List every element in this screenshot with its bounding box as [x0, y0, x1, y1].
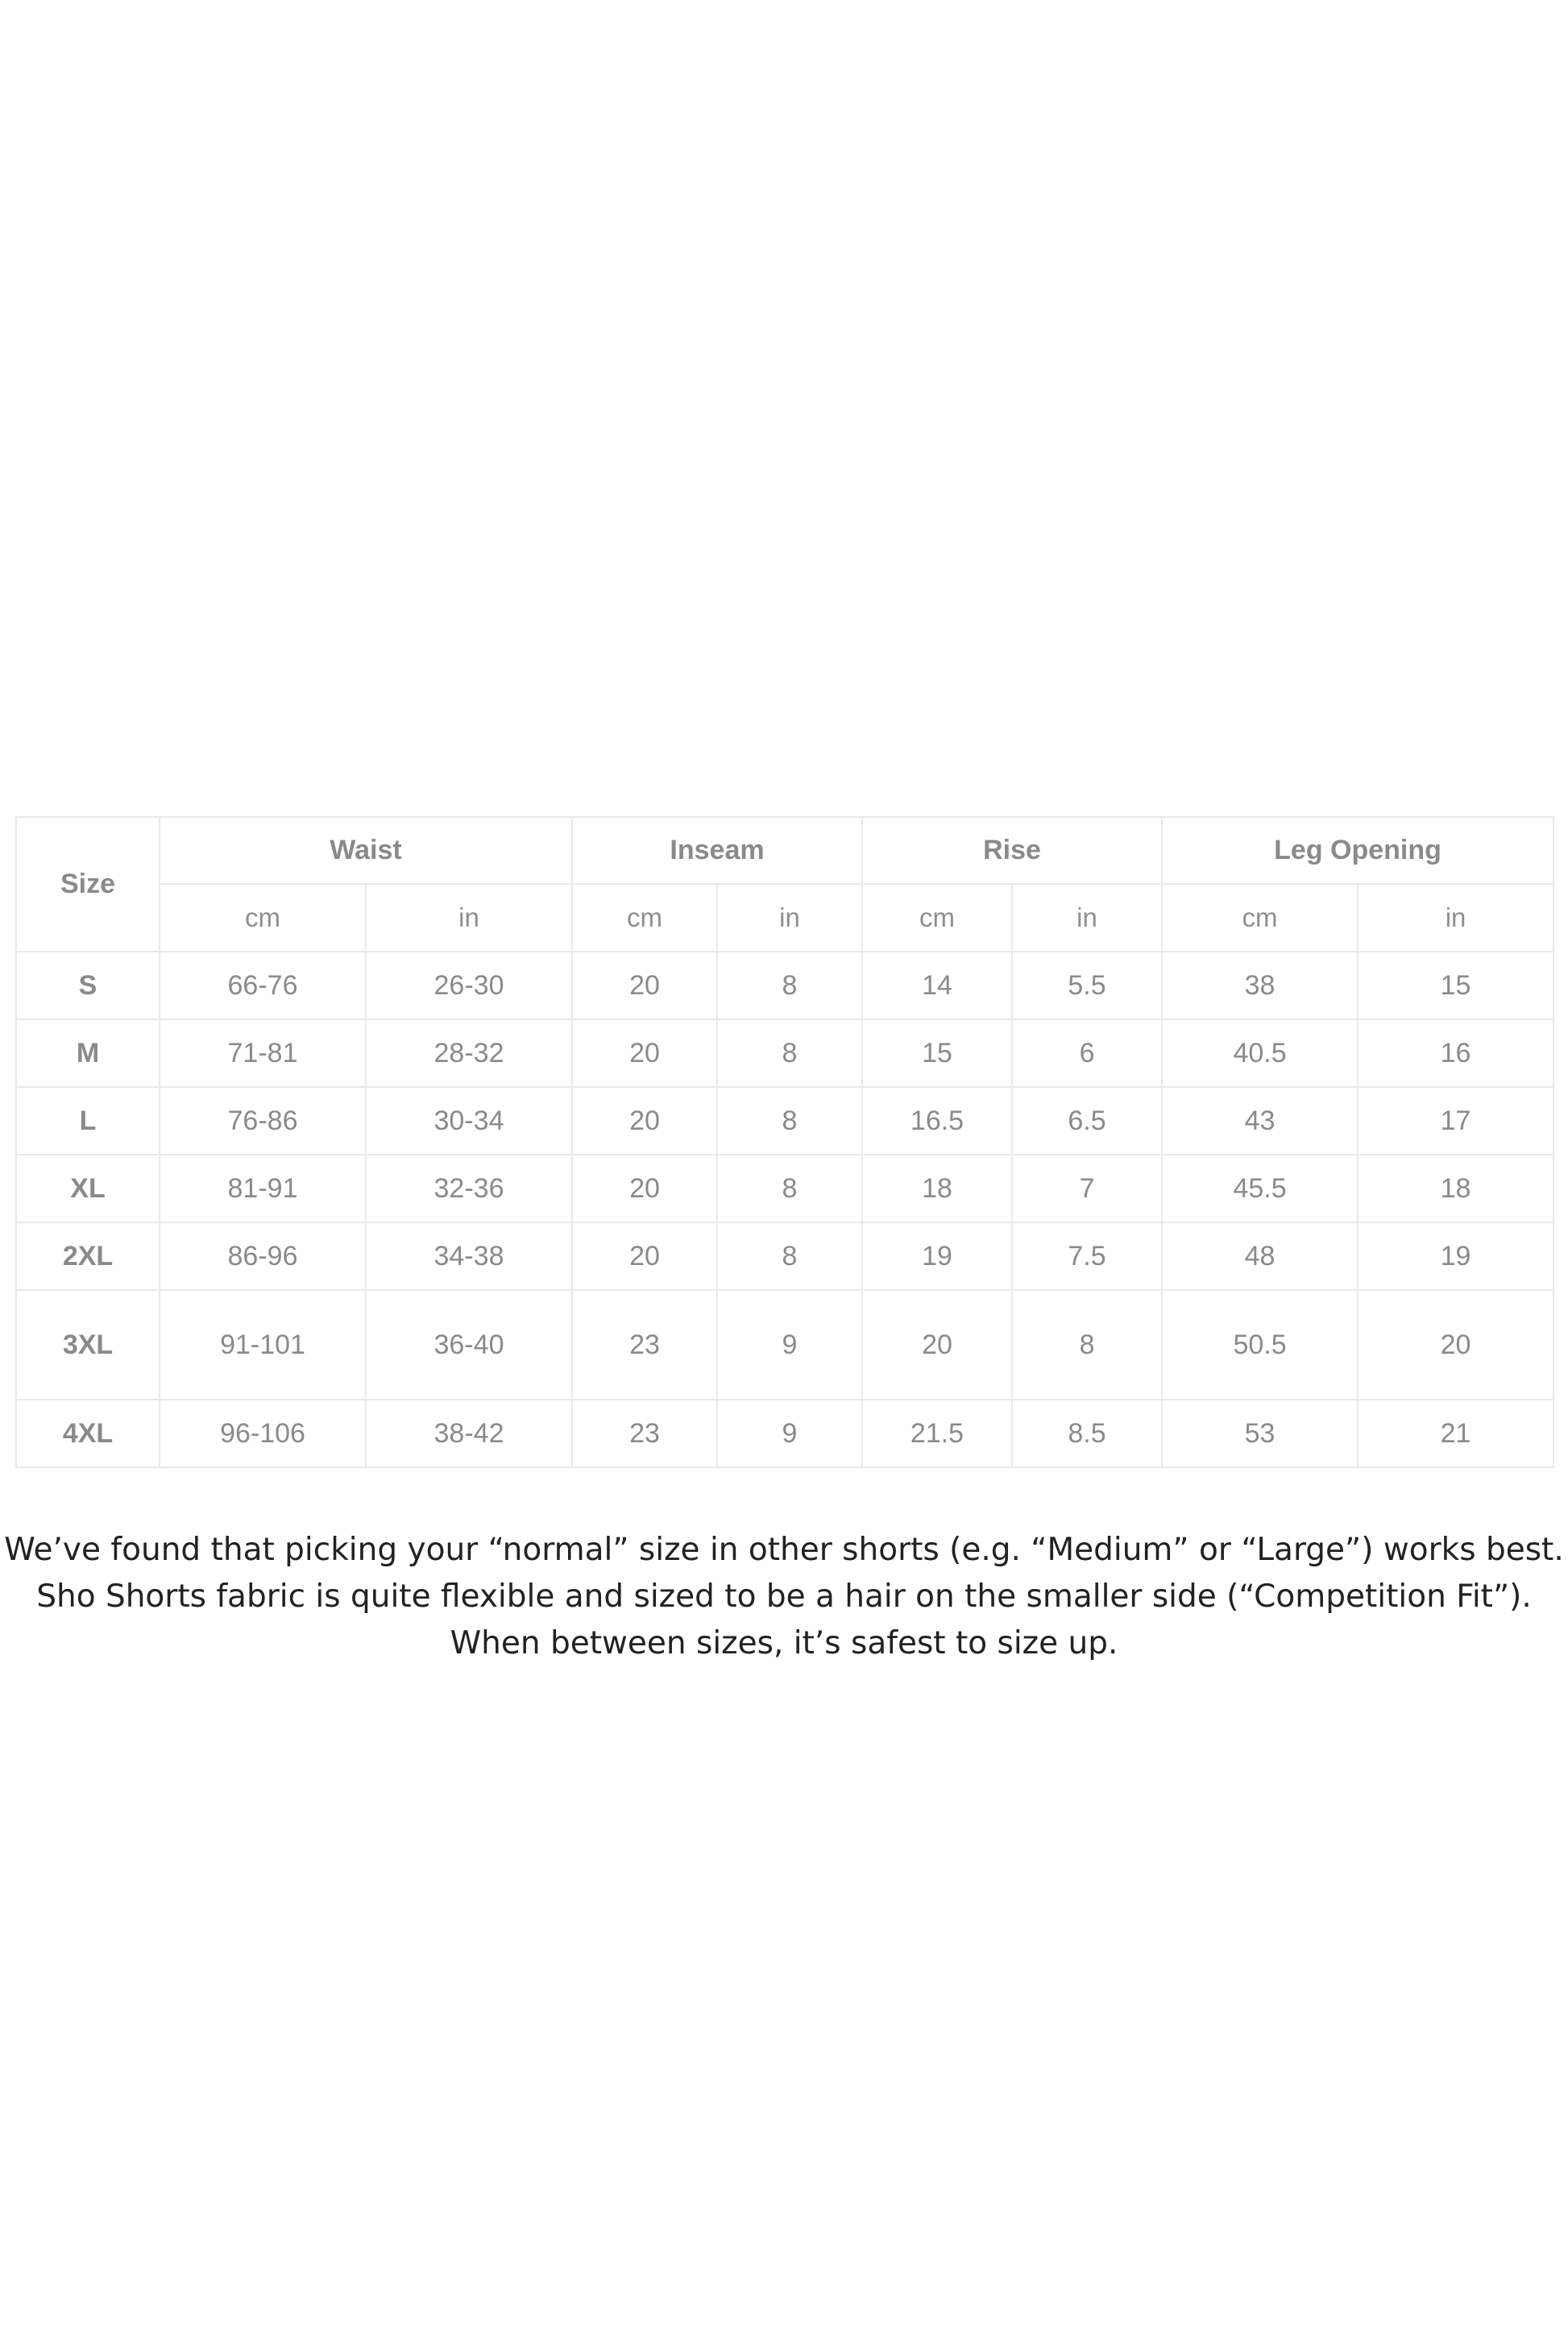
table-cell: 6.5	[1012, 1087, 1162, 1155]
table-cell: 8	[717, 1222, 862, 1290]
table-cell: 23	[572, 1290, 717, 1400]
table-cell: 20	[1358, 1290, 1553, 1400]
table-cell: 9	[717, 1290, 862, 1400]
table-cell: 14	[862, 952, 1012, 1019]
table-cell: 8.5	[1012, 1400, 1162, 1467]
table-cell: 18	[862, 1155, 1012, 1222]
table-cell: 96-106	[160, 1400, 366, 1467]
table-row	[16, 1087, 1553, 1155]
table-cell: 21	[1358, 1400, 1553, 1467]
table-cell: 5.5	[1012, 952, 1162, 1019]
rise-header: Rise	[862, 817, 1162, 884]
table-cell: 45.5	[1162, 1155, 1358, 1222]
table-cell: 32-36	[366, 1155, 572, 1222]
table-cell: 6	[1012, 1019, 1162, 1087]
table-cell: 48	[1162, 1222, 1358, 1290]
table-cell: 7.5	[1012, 1222, 1162, 1290]
header-row-units	[16, 884, 1553, 952]
unit-header: cm	[160, 884, 366, 952]
size-label: 3XL	[16, 1290, 160, 1400]
inseam-header: Inseam	[572, 817, 862, 884]
table-cell: 34-38	[366, 1222, 572, 1290]
table-cell: 7	[1012, 1155, 1162, 1222]
table-cell: 28-32	[366, 1019, 572, 1087]
table-cell: 20	[572, 1087, 717, 1155]
table-cell: 15	[1358, 952, 1553, 1019]
sizing-note-line: Sho Shorts fabric is quite flexible and sized to be a hair on the smaller side (“Competition Fit”).	[36, 1578, 1532, 1615]
sizing-note	[0, 1527, 1568, 1667]
table-cell: 20	[572, 1222, 717, 1290]
sizing-note-line: We’ve found that picking your “normal” size in other shorts (e.g. “Medium” or “Large”) works best.	[4, 1532, 1564, 1568]
table-cell: 20	[572, 1155, 717, 1222]
size-label: 2XL	[16, 1222, 160, 1290]
table-cell: 40.5	[1162, 1019, 1358, 1087]
table-cell: 20	[862, 1290, 1012, 1400]
table-cell: 8	[717, 1019, 862, 1087]
table-cell: 8	[717, 952, 862, 1019]
size-label: S	[16, 952, 160, 1019]
table-cell: 8	[717, 1155, 862, 1222]
size-table	[15, 816, 1554, 1468]
unit-header: cm	[862, 884, 1012, 952]
table-cell: 20	[572, 952, 717, 1019]
leg-opening-header: Leg Opening	[1162, 817, 1553, 884]
table-cell: 18	[1358, 1155, 1553, 1222]
table-row	[16, 1019, 1553, 1087]
size-column-header: Size	[16, 817, 160, 952]
table-cell: 19	[862, 1222, 1012, 1290]
table-cell: 8	[717, 1087, 862, 1155]
unit-header: cm	[1162, 884, 1358, 952]
size-label: L	[16, 1087, 160, 1155]
table-cell: 15	[862, 1019, 1012, 1087]
table-cell: 20	[572, 1019, 717, 1087]
size-label: XL	[16, 1155, 160, 1222]
table-cell: 81-91	[160, 1155, 366, 1222]
table-cell: 21.5	[862, 1400, 1012, 1467]
table-cell: 76-86	[160, 1087, 366, 1155]
table-cell: 30-34	[366, 1087, 572, 1155]
table-cell: 50.5	[1162, 1290, 1358, 1400]
size-label: M	[16, 1019, 160, 1087]
table-cell: 8	[1012, 1290, 1162, 1400]
table-row	[16, 1290, 1553, 1400]
table-cell: 66-76	[160, 952, 366, 1019]
table-row	[16, 952, 1553, 1019]
table-cell: 86-96	[160, 1222, 366, 1290]
waist-header: Waist	[160, 817, 572, 884]
table-cell: 26-30	[366, 952, 572, 1019]
table-cell: 19	[1358, 1222, 1553, 1290]
unit-header: cm	[572, 884, 717, 952]
table-cell: 43	[1162, 1087, 1358, 1155]
sizing-note-line: When between sizes, it’s safest to size up.	[450, 1625, 1118, 1661]
table-cell: 17	[1358, 1087, 1553, 1155]
size-chart	[15, 816, 1553, 1468]
unit-header: in	[717, 884, 862, 952]
header-row-groups	[16, 817, 1553, 884]
table-row	[16, 1155, 1553, 1222]
table-cell: 38	[1162, 952, 1358, 1019]
table-cell: 38-42	[366, 1400, 572, 1467]
unit-header: in	[1012, 884, 1162, 952]
table-cell: 16.5	[862, 1087, 1012, 1155]
table-cell: 16	[1358, 1019, 1553, 1087]
table-cell: 71-81	[160, 1019, 366, 1087]
size-label: 4XL	[16, 1400, 160, 1467]
table-cell: 53	[1162, 1400, 1358, 1467]
table-row	[16, 1400, 1553, 1467]
table-cell: 9	[717, 1400, 862, 1467]
unit-header: in	[366, 884, 572, 952]
table-cell: 23	[572, 1400, 717, 1467]
table-cell: 36-40	[366, 1290, 572, 1400]
unit-header: in	[1358, 884, 1553, 952]
table-cell: 91-101	[160, 1290, 366, 1400]
table-row	[16, 1222, 1553, 1290]
